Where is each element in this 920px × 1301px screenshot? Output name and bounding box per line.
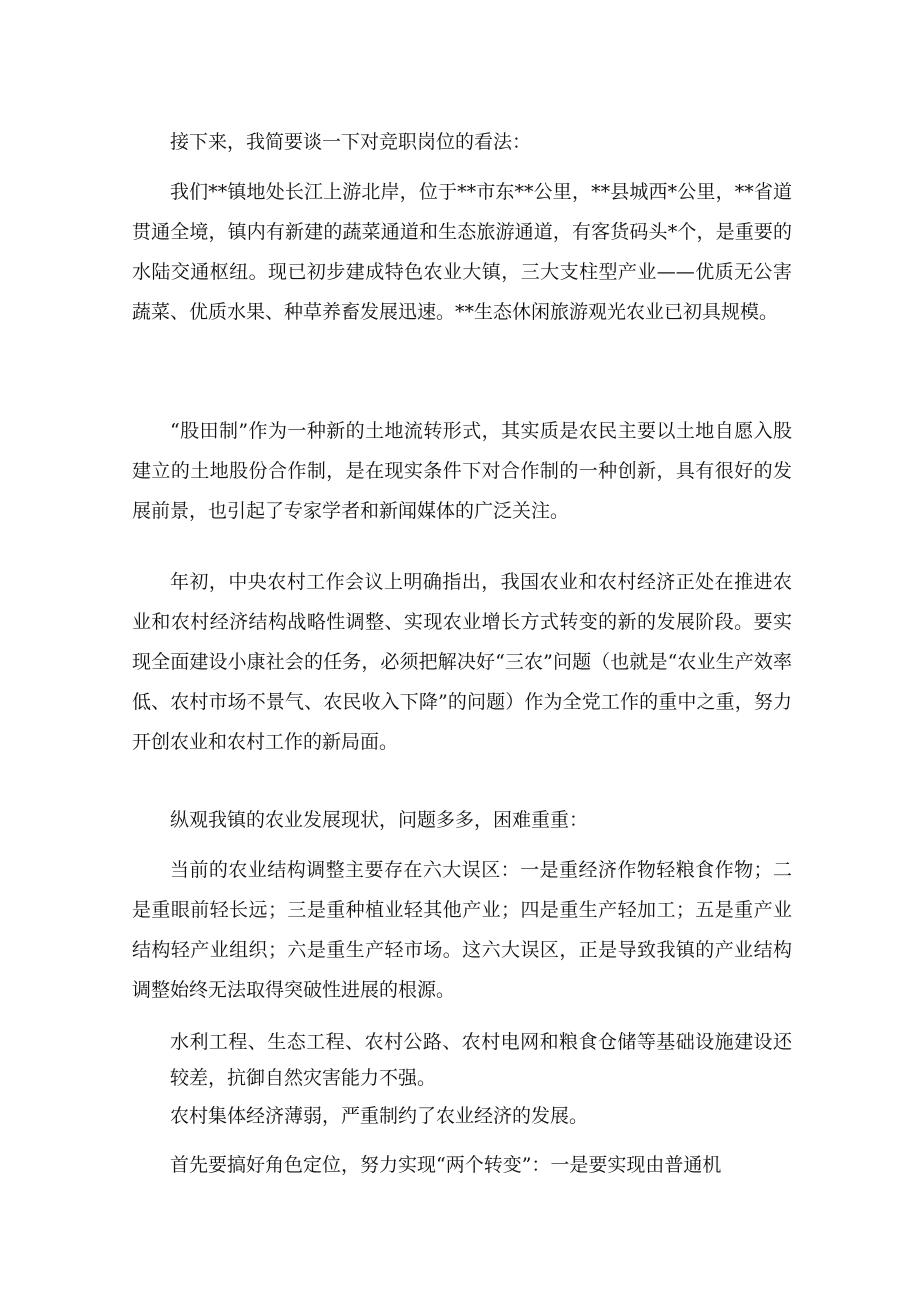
paragraph-collective-economy: 农村集体经济薄弱，严重制约了农业经济的发展。 (170, 1105, 589, 1127)
paragraph-six-misconceptions: 当前的农业结构调整主要存在六大误区：一是重经济作物轻粮食作物；二是重眼前轻长远；三是重种植业轻其他产业；四是重生产轻加工；五是重产业结构轻产业组织；六是重生产轻市场。这六大误区，正是导致我镇的产业结构调整始终无法取得突破性进展的根源。 (132, 859, 792, 1001)
paragraph-share-field-system: “股田制”作为一种新的土地流转形式，其实质是农民主要以土地自愿入股建立的土地股份合作制，是在现实条件下对合作制的一种创新，具有很好的发展前景，也引起了专家学者和新闻媒体的广泛关注。 (132, 420, 792, 522)
paragraph-infrastructure: 水利工程、生态工程、农村公路、农村电网和粮食仓储等基础设施建设还较差，抗御自然灾害能力不强。 (170, 1031, 792, 1089)
paragraph-town-overview: 我们**镇地处长江上游北岸，位于**市东**公里，**县城西*公里，**省道贯通全境，镇内有新建的蔬菜通道和生态旅游通道，有客货码头*个，是重要的水陆交通枢纽。现已初步建成特色农业大镇，三大支柱型产业——优质无公害蔬菜、优质水果、种草养畜发展迅速。**生态休闲旅游观光农业已初具规模。 (132, 181, 792, 323)
paragraph-problems-intro: 纵观我镇的农业发展现状，问题多多，困难重重： (170, 809, 589, 831)
paragraph-role-positioning: 首先要搞好角色定位，努力实现“两个转变”：一是要实现由普通机 (170, 1154, 722, 1176)
paragraph-central-meeting: 年初，中央农村工作会议上明确指出，我国农业和农村经济正处在推进农业和农村经济结构战略性调整、实现农业增长方式转变的新的发展阶段。要实现全面建设小康社会的任务，必须把解决好“三农”问题（也就是“农业生产效率低、农村市场不景气、农民收入下降”的问题）作为全党工作的重中之重，努力开创农业和农村工作的新局面。 (132, 571, 792, 753)
paragraph-intro: 接下来，我简要谈一下对竞职岗位的看法： (170, 131, 532, 153)
